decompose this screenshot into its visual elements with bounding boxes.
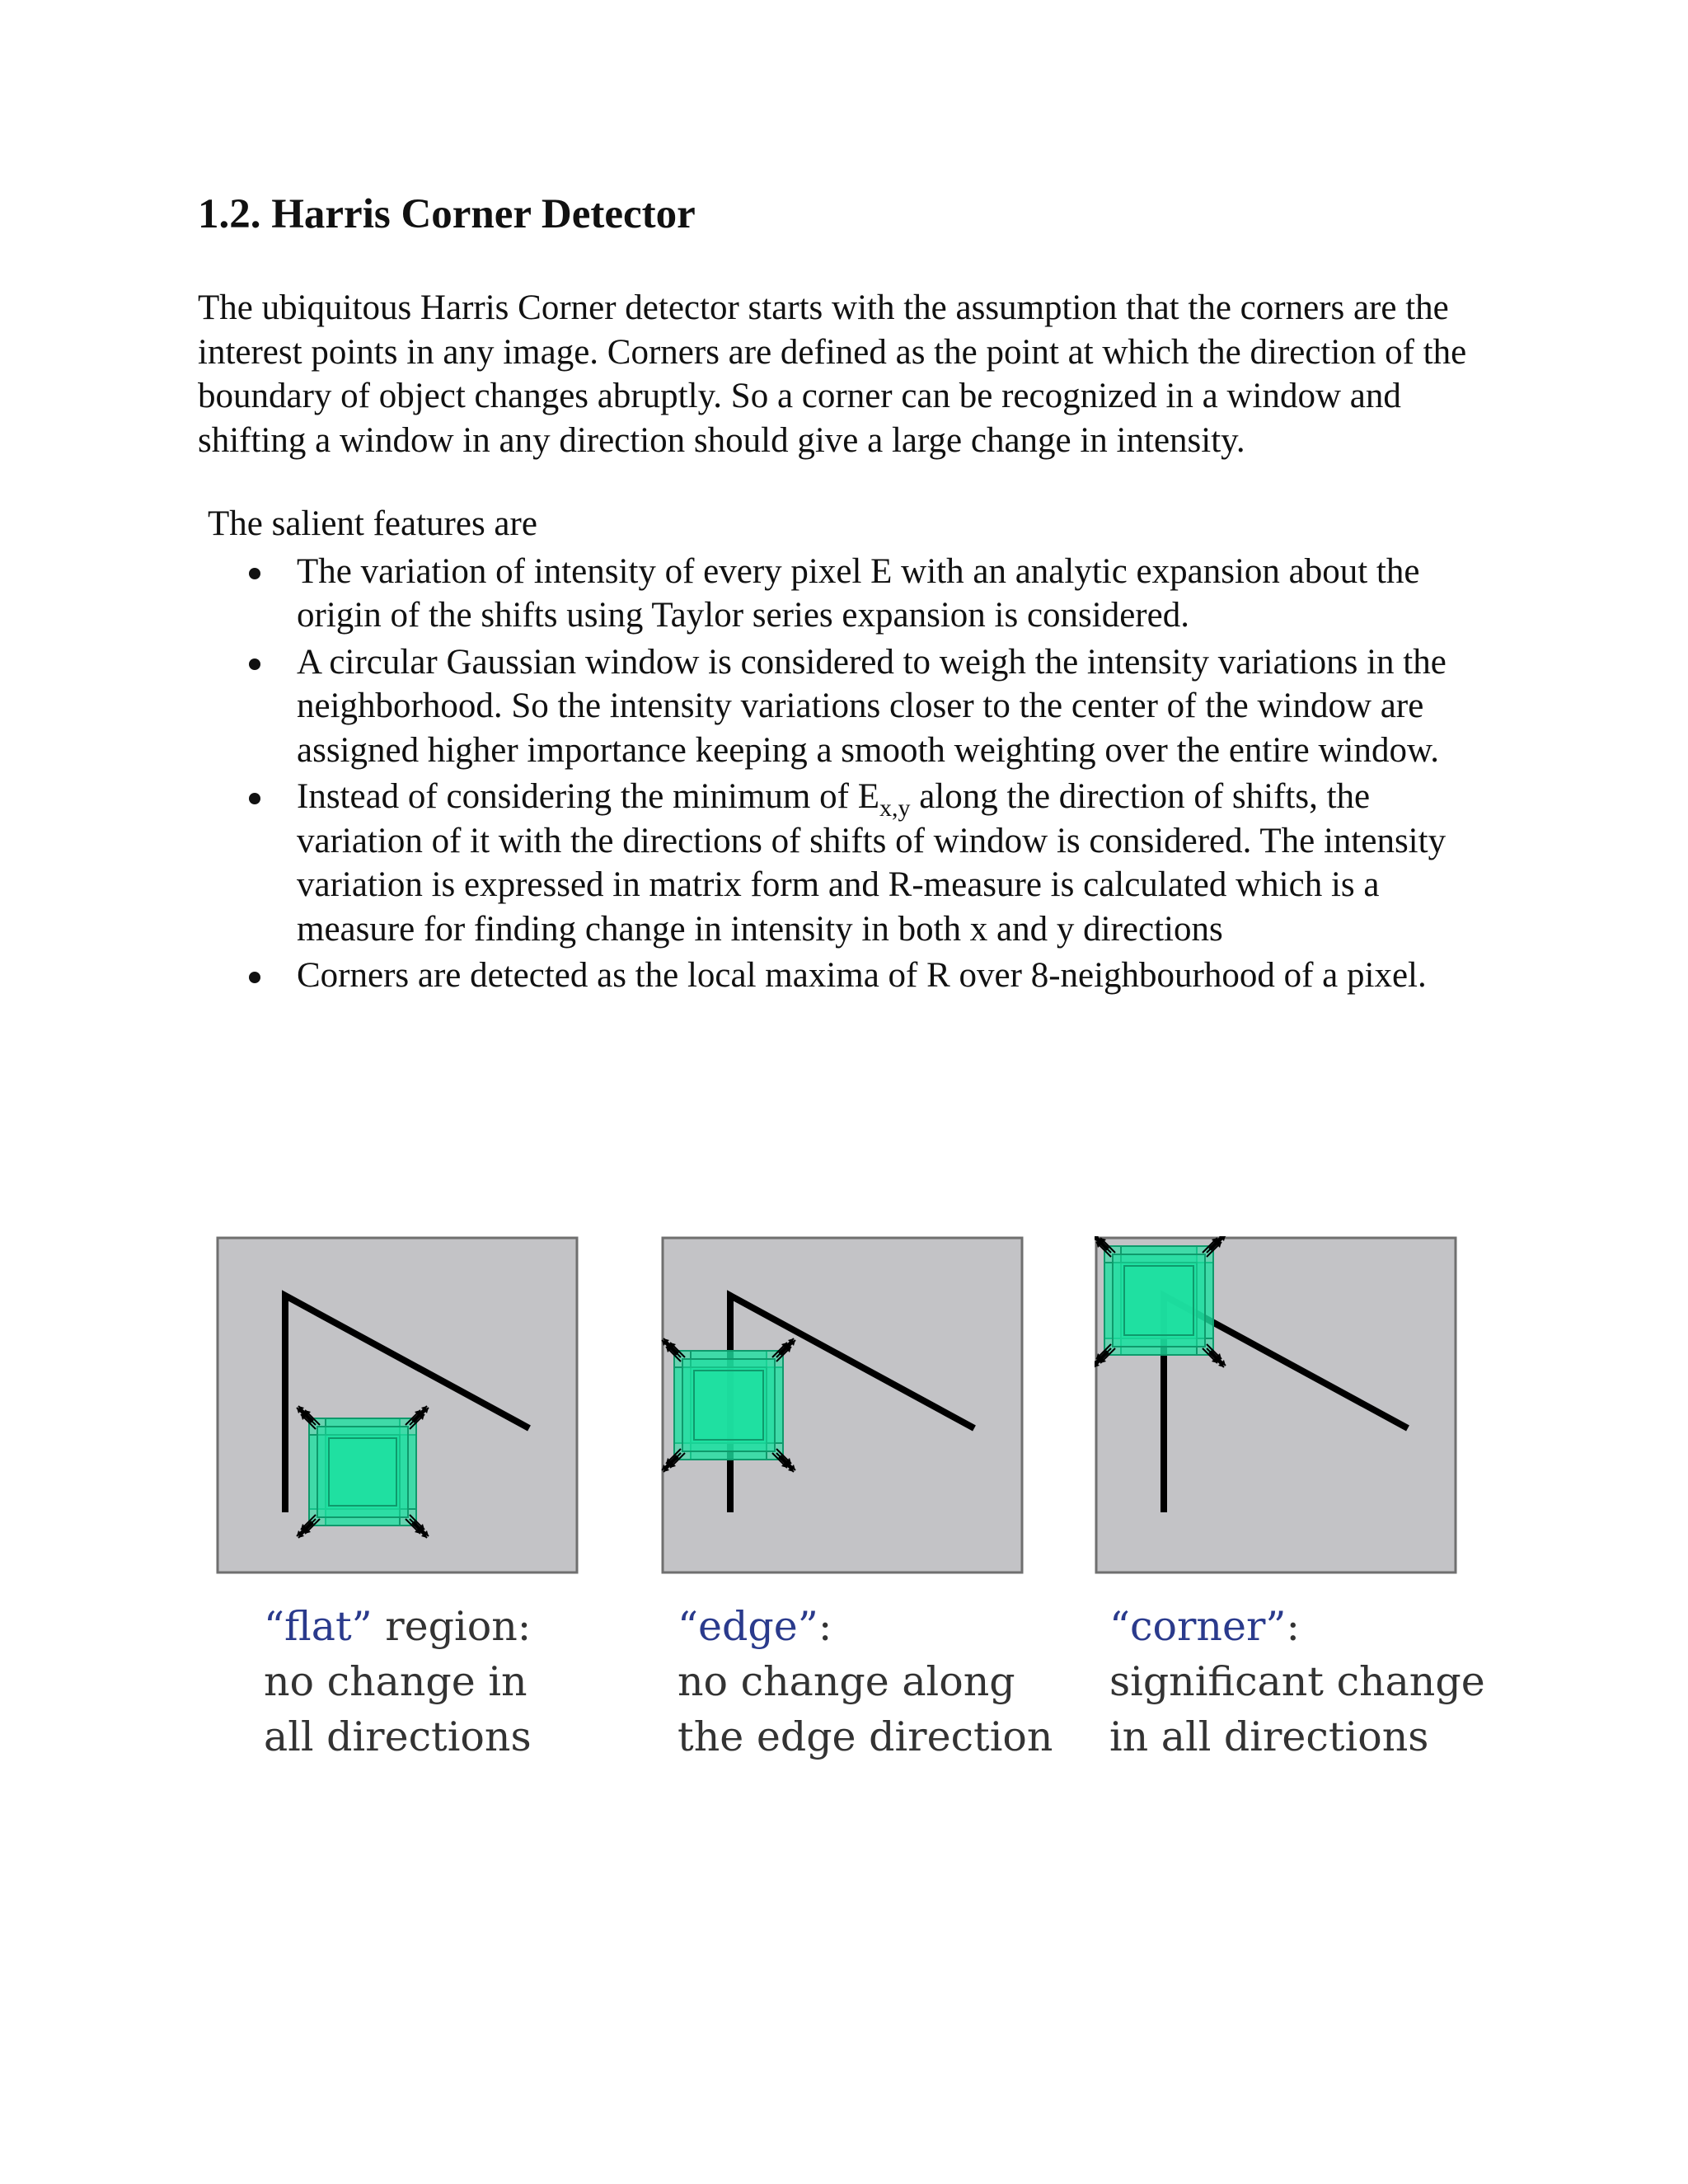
edge-caption-line1: no change along xyxy=(678,1658,1015,1705)
window-square xyxy=(1113,1254,1205,1347)
section-heading: 1.2. Harris Corner Detector xyxy=(198,191,696,237)
flat-caption-line1: no change in xyxy=(264,1658,528,1705)
edge-caption xyxy=(661,1599,1053,1765)
features-list xyxy=(198,550,1492,998)
flat-diagram xyxy=(216,1236,579,1574)
feature-item xyxy=(198,775,1492,951)
corner-caption-line2: in all directions xyxy=(1109,1713,1429,1760)
corner-panel xyxy=(1095,1236,1485,1765)
feature-item xyxy=(198,550,1492,638)
flat-caption-label-rest: region: xyxy=(372,1603,532,1650)
edge-window-icon xyxy=(662,1338,795,1472)
feature-text: Corners are detected as the local maxima of R over 8-neighbourhood of a pixel. xyxy=(297,956,1427,996)
flat-panel xyxy=(216,1236,579,1765)
bullet-icon xyxy=(249,658,260,670)
feature-text-after: along the direction of shifts, the variation of it with the directions of shifts of window is considered. The intensity variation is expressed in matrix form and R-measure is calculated which is a measure for finding change in intensity in both x and y directions xyxy=(297,777,1447,949)
edge-caption-label: “edge” xyxy=(678,1603,818,1650)
feature-item xyxy=(198,640,1492,773)
corner-caption xyxy=(1095,1599,1485,1765)
flat-caption xyxy=(216,1599,579,1765)
corner-caption-line1: significant change xyxy=(1109,1658,1485,1705)
flat-window-icon xyxy=(297,1406,429,1538)
bullet-icon xyxy=(249,568,260,579)
corner-window-icon xyxy=(1095,1236,1226,1367)
feature-text: A circular Gaussian window is considered to weigh the intensity variations in the neighborhood. So the intensity variations closer to the center of the window are assigned higher importance keeping a smooth weighting over the entire window. xyxy=(297,642,1447,770)
feature-item xyxy=(198,954,1492,998)
harris-figure xyxy=(216,1236,1485,1780)
flat-caption-label: “flat” xyxy=(264,1603,373,1650)
window-square xyxy=(682,1359,775,1451)
feature-text-before: Instead of considering the minimum of E xyxy=(297,777,879,817)
corner-diagram xyxy=(1095,1236,1457,1574)
edge-caption-label-rest: : xyxy=(818,1603,832,1650)
corner-caption-label: “corner” xyxy=(1109,1603,1287,1650)
document-page xyxy=(198,190,1492,1001)
flat-caption-line2: all directions xyxy=(264,1713,532,1760)
feature-text: The variation of intensity of every pixel E with an analytic expansion about the origin of the shifts using Taylor series expansion is considered. xyxy=(297,551,1420,635)
edge-caption-line2: the edge direction xyxy=(678,1713,1053,1760)
feature-subscript: x,y xyxy=(879,794,911,823)
bullet-icon xyxy=(249,793,260,804)
features-lead: The salient features are xyxy=(208,504,537,544)
edge-panel xyxy=(661,1236,1053,1765)
edge-diagram xyxy=(661,1236,1024,1574)
intro-paragraph: The ubiquitous Harris Corner detector starts with the assumption that the corners are the interest points in any image. Corners are defined as the point at which the direction of the boundary of object changes abruptly. So a corner can be recognized in a window and shifting a window in any direction should give a large change in intensity. xyxy=(198,288,1467,460)
window-square xyxy=(317,1427,408,1517)
corner-caption-label-rest: : xyxy=(1286,1603,1300,1650)
bullet-icon xyxy=(249,972,260,983)
